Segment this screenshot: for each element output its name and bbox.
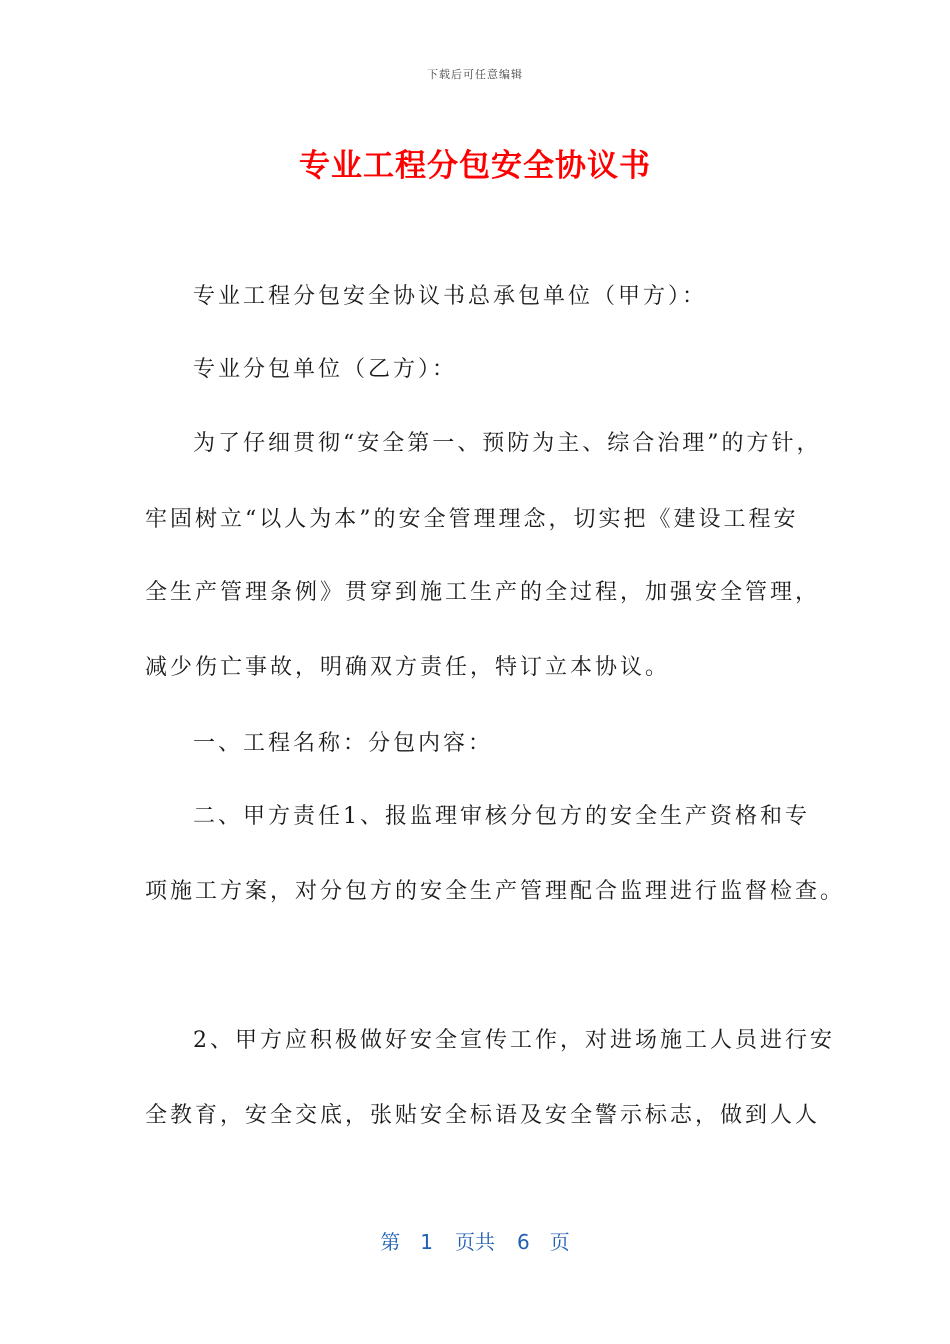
paragraph-line: 一、工程名称：分包内容： (193, 731, 494, 756)
paragraph-line: 项施工方案，对分包方的安全生产管理配合监理进行监督检查。 (145, 879, 846, 904)
paragraph-line: 二、甲方责任1、报监理审核分包方的安全生产资格和专 (193, 804, 810, 829)
paragraph-line: 专业分包单位（乙方）： (193, 357, 458, 382)
current-page-number: 1 (420, 1230, 433, 1254)
footer-suffix: 页 (549, 1230, 570, 1254)
page-footer (0, 1226, 950, 1255)
paragraph-line: 全生产管理条例》贯穿到施工生产的全过程，加强安全管理， (145, 580, 821, 605)
paragraph-line: 牢固树立“以人为本”的安全管理理念，切实把《建设工程安 (145, 507, 799, 532)
paragraph-line: 减少伤亡事故，明确双方责任，特订立本协议。 (145, 655, 671, 680)
footer-middle: 页共 (455, 1230, 495, 1254)
total-pages-number: 6 (517, 1230, 530, 1254)
paragraph-line: 全教育，安全交底，张贴安全标语及安全警示标志，做到人人 (145, 1103, 821, 1128)
header-note: 下载后可任意编辑 (427, 68, 523, 81)
paragraph-line: 2、甲方应积极做好安全宣传工作，对进场施工人员进行安 (193, 1028, 835, 1053)
paragraph-line: 为了仔细贯彻“安全第一、预防为主、综合治理”的方针， (193, 431, 822, 456)
document-title: 专业工程分包安全协议书 (299, 148, 651, 184)
footer-prefix: 第 (380, 1230, 401, 1254)
paragraph-line: 专业工程分包安全协议书总承包单位（甲方）： (193, 284, 708, 309)
